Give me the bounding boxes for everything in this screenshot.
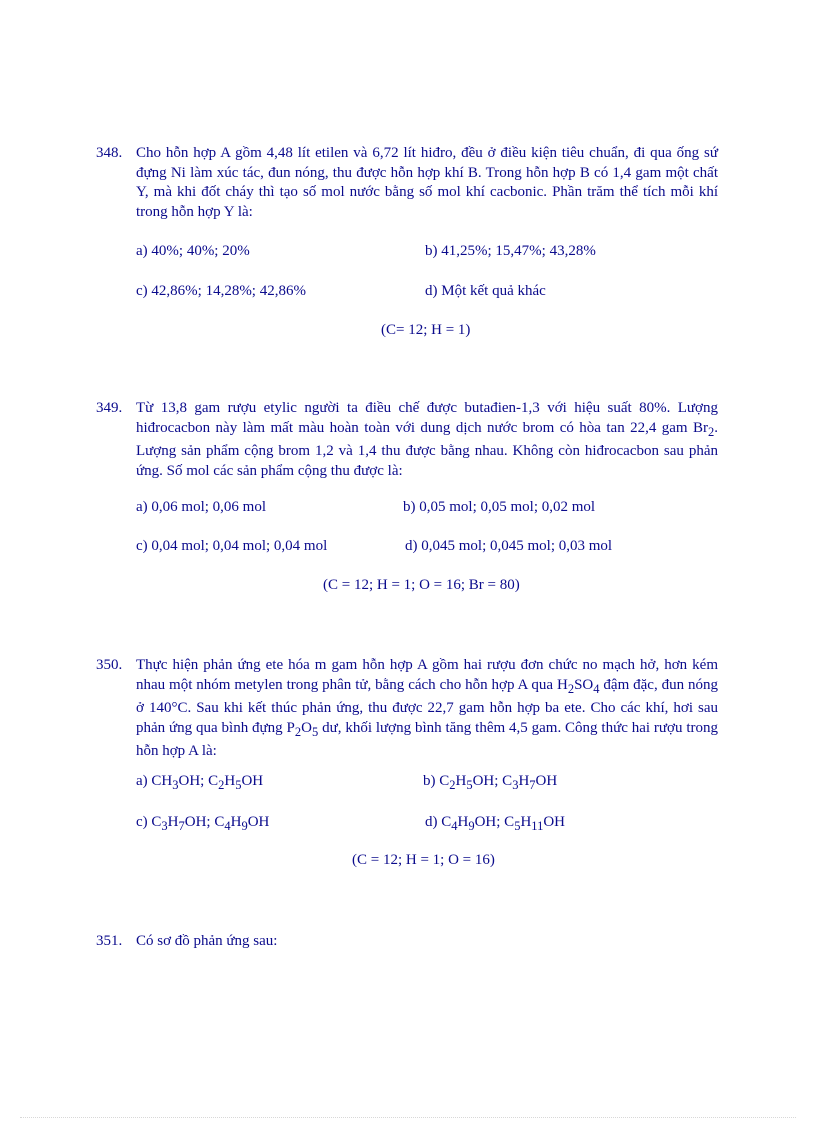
question-number: 349. [96, 400, 123, 416]
question-349 [96, 399, 718, 481]
question-stem: Thực hiện phản ứng ete hóa m gam hỗn hợp A gồm hai rượu đơn chức no mạch hở, hơn kém nhau một nhóm metylen trong phân tử, bằng cách cho hỗn hợp A qua $H_2SO_4$ đậm đặc, đun nóng ở 140°C. Sau khi kết thúc phản ứng, thu được 22,7 gam hỗn hợp ba ete. Cho các khí, hơi sau phản ứng qua bình đựng $P_2O_5$ dư, khối lượng bình tăng thêm 4,5 gam. Công thức hai rượu trong hỗn hợp A là: [136, 657, 719, 759]
question-350 [96, 656, 718, 762]
atomic-mass-note: (C = 12; H = 1; O = 16; Br = 80) [323, 577, 520, 593]
option-d: d) $C_4H_9OH$; $C_5H_{11}OH$ [425, 814, 565, 833]
question-stem: Có sơ đồ phản ứng sau: [136, 933, 278, 949]
question-number: 351. [96, 933, 123, 949]
question-stem [136, 144, 718, 222]
option-d: d) Một kết quả khác [425, 283, 546, 299]
question-348 [96, 144, 718, 222]
question-351 [96, 932, 718, 952]
atomic-mass-note: (C = 12; H = 1; O = 16) [352, 852, 495, 868]
option-c: c) 42,86%; 14,28%; 42,86% [136, 283, 306, 299]
option-c: c) $C_3H_7OH$; $C_4H_9OH$ [136, 814, 270, 833]
page-bottom-divider [20, 1117, 796, 1118]
option-b: b) 0,05 mol; 0,05 mol; 0,02 mol [403, 499, 596, 515]
question-stem: Từ 13,8 gam rượu etylic người ta điều chế được butađien-1,3 với hiệu suất 80%. Lượng hiđrocacbon này làm mất màu hoàn toàn với dung dịch nước brom có hòa tan 22,4 gam $Br_2$. Lượng sản phẩm cộng brom 1,2 và 1,4 thu được bằng nhau. Không còn hiđrocacbon sau phản ứng. Số mol các sản phẩm cộng thu được là: [136, 400, 718, 479]
question-number: 348. [96, 145, 123, 161]
option-b: b) $C_2H_5OH$; $C_3H_7OH$ [423, 773, 558, 792]
stem-text: Cho hỗn hợp A gồm 4,48 lít etilen và 6,72 lít hiđro, đều ở điều kiện tiêu chuẩn, đi qua ống sứ đựng Ni làm xúc tác, đun nóng, thu được hỗn hợp khí B. Trong hỗn hợp B có 1,4 gam một chất Y, mà khi đốt cháy thì tạo số mol nước bằng số mol khí cacbonic. Phần trăm thể tích mỗi khí trong hỗn hợp Y là: [136, 145, 718, 220]
option-a: a) 40%; 40%; 20% [136, 243, 250, 259]
option-d: d) 0,045 mol; 0,045 mol; 0,03 mol [405, 538, 613, 554]
option-b: b) 41,25%; 15,47%; 43,28% [425, 243, 596, 259]
option-a: a) 0,06 mol; 0,06 mol [136, 499, 266, 515]
option-a: a) $CH_3OH$; $C_2H_5OH$ [136, 773, 264, 792]
atomic-mass-note: (C= 12; H = 1) [381, 322, 471, 338]
option-c: c) 0,04 mol; 0,04 mol; 0,04 mol [136, 538, 328, 554]
question-number: 350. [96, 657, 123, 673]
